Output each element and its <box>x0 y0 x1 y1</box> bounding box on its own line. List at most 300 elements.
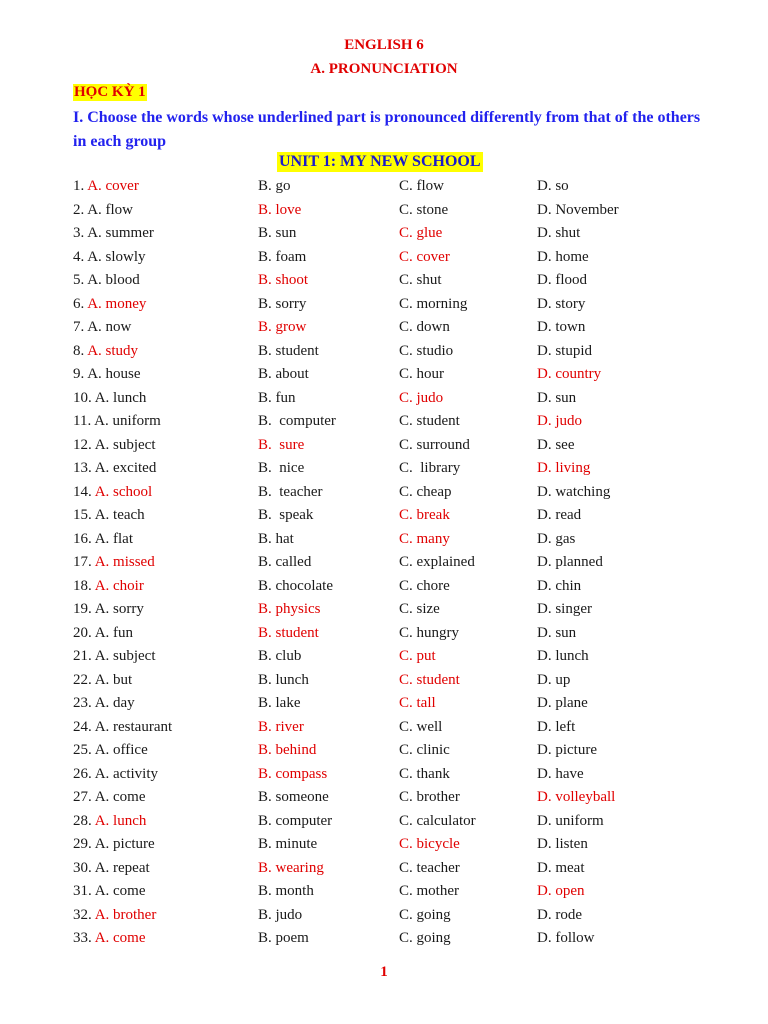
option-text: A. flow <box>87 201 134 218</box>
option-text: B. month <box>258 883 314 899</box>
option-b <box>258 434 304 456</box>
answer-option: A. school <box>94 483 153 500</box>
option-a <box>73 575 144 597</box>
answer-option: D. living <box>537 460 591 476</box>
question-number: 25. <box>73 742 92 758</box>
section-title: A. PRONUNCIATION <box>310 61 458 77</box>
option-b <box>258 786 329 808</box>
option-d <box>537 434 575 456</box>
option-a <box>73 763 158 785</box>
option-d <box>537 669 570 691</box>
option-a <box>73 645 156 667</box>
question-row <box>73 739 713 761</box>
question-row <box>73 622 713 644</box>
option-a <box>73 481 152 503</box>
answer-option: D. country <box>537 366 602 382</box>
option-a <box>73 246 146 268</box>
option-c <box>399 551 475 573</box>
question-number: 32. <box>73 906 92 923</box>
option-c <box>399 692 436 714</box>
answer-option: C. tall <box>399 695 436 711</box>
option-c <box>399 622 459 644</box>
option-c <box>399 880 459 902</box>
option-c <box>399 598 440 620</box>
question-row <box>73 293 713 315</box>
option-a <box>73 833 155 855</box>
option-c <box>399 575 450 597</box>
option-d <box>537 739 597 761</box>
question-number: 13. <box>73 460 92 476</box>
option-text: B. club <box>258 648 302 664</box>
question-row <box>73 716 713 738</box>
option-c <box>399 645 436 667</box>
question-number: 19. <box>73 601 92 617</box>
option-c <box>399 199 448 221</box>
question-number: 31. <box>73 883 92 899</box>
option-text: B. minute <box>258 836 318 852</box>
option-text: A. but <box>94 671 133 688</box>
option-text: B. sun <box>258 225 297 241</box>
option-c <box>399 434 470 456</box>
question-number: 28. <box>73 812 92 829</box>
question-row <box>73 222 713 244</box>
option-text: C. down <box>399 319 450 335</box>
option-text: A. picture <box>94 836 155 852</box>
option-d <box>537 575 581 597</box>
option-text: B. chocolate <box>258 577 333 594</box>
question-number: 22. <box>73 671 92 688</box>
option-text: A. come <box>94 789 146 805</box>
option-d <box>537 528 575 550</box>
option-c <box>399 316 450 338</box>
question-number: 15. <box>73 507 92 523</box>
answer-option: B. wearing <box>258 859 324 876</box>
option-b <box>258 293 306 315</box>
option-text: A. lunch <box>94 389 147 406</box>
option-text: B. sorry <box>258 295 307 312</box>
option-a <box>73 716 172 738</box>
option-text: D. plane <box>537 695 588 711</box>
question-row <box>73 504 713 526</box>
option-c <box>399 716 442 738</box>
option-text: B. nice <box>258 460 305 476</box>
option-d <box>537 504 581 526</box>
option-c <box>399 481 451 503</box>
question-number: 33. <box>73 930 92 946</box>
option-text: B. fun <box>258 389 296 406</box>
option-c <box>399 246 450 268</box>
answer-option: B. physics <box>258 601 321 617</box>
question-number: 5. <box>73 272 85 288</box>
option-text: C. cheap <box>399 483 452 500</box>
option-text: C. hungry <box>399 624 459 641</box>
question-number: 23. <box>73 695 92 711</box>
option-d <box>537 222 580 244</box>
option-text: C. clinic <box>399 742 450 758</box>
option-c <box>399 269 442 291</box>
answer-option: B. compass <box>258 765 328 782</box>
option-text: B. computer <box>258 812 333 829</box>
answer-option: A. study <box>87 342 139 359</box>
option-d <box>537 927 595 949</box>
answer-option: A. lunch <box>94 812 147 829</box>
option-text: B. go <box>258 178 291 194</box>
option-text: A. summer <box>87 225 154 241</box>
question-number: 1. <box>73 178 85 194</box>
option-a <box>73 528 133 550</box>
option-b <box>258 692 301 714</box>
option-d <box>537 316 585 338</box>
answer-option: C. put <box>399 648 436 664</box>
question-row <box>73 199 713 221</box>
answer-option: B. shoot <box>258 272 309 288</box>
option-text: D. gas <box>537 530 576 547</box>
question-number: 17. <box>73 554 92 570</box>
option-text: C. stone <box>399 201 449 218</box>
option-text: C. flow <box>399 178 444 194</box>
answer-option: D. judo <box>537 413 582 429</box>
option-text: C. shut <box>399 272 442 288</box>
question-number: 30. <box>73 859 92 876</box>
question-number: 6. <box>73 295 85 312</box>
question-number: 29. <box>73 836 92 852</box>
option-b <box>258 810 332 832</box>
option-b <box>258 645 301 667</box>
question-row <box>73 175 713 197</box>
option-b <box>258 246 306 268</box>
answer-option: C. student <box>399 671 460 688</box>
option-a <box>73 340 138 362</box>
answer-option: A. missed <box>94 554 155 570</box>
option-text: D. planned <box>537 554 603 570</box>
answer-option: B. love <box>258 201 302 218</box>
option-text: A. house <box>87 366 141 382</box>
question-number: 3. <box>73 225 85 241</box>
option-c <box>399 927 451 949</box>
option-a <box>73 904 156 926</box>
option-b <box>258 363 309 385</box>
option-text: C. teacher <box>399 859 460 876</box>
option-text: D. so <box>537 178 569 194</box>
option-a <box>73 810 146 832</box>
option-text: A. slowly <box>87 248 146 265</box>
option-text: D. have <box>537 765 584 782</box>
option-b <box>258 927 309 949</box>
option-text: C. surround <box>399 436 470 453</box>
option-text: D. sun <box>537 624 577 641</box>
option-b <box>258 551 311 573</box>
option-text: A. repeat <box>94 859 150 876</box>
option-b <box>258 175 291 197</box>
option-d <box>537 833 588 855</box>
option-text: A. subject <box>94 436 156 453</box>
page-number: 1 <box>380 964 388 980</box>
option-c <box>399 222 442 244</box>
option-text: A. activity <box>94 765 159 782</box>
option-c <box>399 739 450 761</box>
option-text: D. lunch <box>537 648 589 664</box>
option-text: B. teacher <box>258 483 323 500</box>
option-text: C. well <box>399 718 443 735</box>
option-a <box>73 269 140 291</box>
answer-option: D. open <box>537 883 585 899</box>
document-title: ENGLISH 6 <box>344 37 424 53</box>
answer-option: B. student <box>258 624 319 641</box>
question-row <box>73 316 713 338</box>
exercise-instruction: I. Choose the words whose underlined part is pronounced differently from that of the others in each group <box>73 109 701 150</box>
option-text: C. library <box>399 460 461 476</box>
option-d <box>537 340 592 362</box>
question-row <box>73 481 713 503</box>
question-row <box>73 833 713 855</box>
question-row <box>73 340 713 362</box>
option-text: A. teach <box>94 507 145 523</box>
option-a <box>73 857 150 879</box>
option-text: C. morning <box>399 295 468 312</box>
option-text: D. November <box>537 201 619 218</box>
option-b <box>258 669 309 691</box>
question-number: 18. <box>73 577 92 594</box>
option-text: C. chore <box>399 577 450 594</box>
option-a <box>73 504 145 526</box>
option-text: B. computer <box>258 413 336 429</box>
option-b <box>258 598 321 620</box>
option-b <box>258 622 319 644</box>
option-b <box>258 340 319 362</box>
option-d <box>537 904 582 926</box>
option-a <box>73 410 161 432</box>
option-b <box>258 739 316 761</box>
option-text: B. poem <box>258 930 309 946</box>
option-text: C. student <box>399 413 460 429</box>
option-a <box>73 387 146 409</box>
option-a <box>73 598 144 620</box>
answer-option: A. brother <box>94 906 157 923</box>
option-d <box>537 481 610 503</box>
semester-label: HỌC KỲ 1 <box>74 84 146 100</box>
option-d <box>537 622 576 644</box>
option-text: A. excited <box>94 460 157 476</box>
question-row <box>73 528 713 550</box>
question-row <box>73 551 713 573</box>
option-text: B. foam <box>258 248 307 265</box>
question-row <box>73 387 713 409</box>
option-d <box>537 716 575 738</box>
option-text: D. see <box>537 436 575 453</box>
option-c <box>399 387 443 409</box>
option-c <box>399 504 450 526</box>
option-b <box>258 410 336 432</box>
answer-option: C. bicycle <box>399 836 460 852</box>
option-text: D. meat <box>537 859 585 876</box>
question-row <box>73 575 713 597</box>
option-text: D. home <box>537 248 589 265</box>
option-text: C. brother <box>399 789 460 805</box>
option-text: D. up <box>537 671 571 688</box>
option-d <box>537 786 615 808</box>
question-number: 7. <box>73 319 85 335</box>
option-b <box>258 716 304 738</box>
option-text: B. hat <box>258 530 294 547</box>
question-row <box>73 927 713 949</box>
option-text: D. stupid <box>537 342 593 359</box>
option-text: A. fun <box>94 624 134 641</box>
question-number: 20. <box>73 624 92 641</box>
option-a <box>73 222 154 244</box>
option-d <box>537 645 589 667</box>
option-c <box>399 363 444 385</box>
option-c <box>399 810 476 832</box>
option-text: B. called <box>258 554 312 570</box>
answer-option: A. come <box>94 930 146 946</box>
question-row <box>73 692 713 714</box>
option-c <box>399 786 460 808</box>
answer-option: A. cover <box>87 178 139 194</box>
option-d <box>537 457 590 479</box>
option-b <box>258 199 301 221</box>
option-text: C. size <box>399 601 440 617</box>
question-row <box>73 763 713 785</box>
option-text: D. picture <box>537 742 597 758</box>
question-number: 4. <box>73 248 85 265</box>
option-text: A. flat <box>94 530 134 547</box>
option-a <box>73 434 156 456</box>
option-text: C. going <box>399 906 451 923</box>
option-a <box>73 199 133 221</box>
option-a <box>73 316 131 338</box>
question-number: 8. <box>73 342 85 359</box>
option-a <box>73 739 148 761</box>
answer-option: C. glue <box>399 225 443 241</box>
option-b <box>258 504 313 526</box>
option-b <box>258 575 333 597</box>
answer-option: A. money <box>87 295 147 312</box>
question-number: 10. <box>73 389 92 406</box>
option-text: A. office <box>94 742 148 758</box>
option-c <box>399 904 451 926</box>
option-text: B. lunch <box>258 671 309 688</box>
option-a <box>73 457 156 479</box>
question-row <box>73 669 713 691</box>
option-text: B. someone <box>258 789 329 805</box>
option-c <box>399 528 450 550</box>
option-a <box>73 880 146 902</box>
option-c <box>399 175 444 197</box>
option-text: D. flood <box>537 272 587 288</box>
question-number: 21. <box>73 648 92 664</box>
option-d <box>537 763 584 785</box>
question-number: 11. <box>73 413 92 429</box>
question-number: 24. <box>73 718 92 735</box>
option-d <box>537 269 587 291</box>
option-text: D. rode <box>537 906 582 923</box>
option-b <box>258 763 327 785</box>
option-text: A. day <box>94 695 135 711</box>
option-a <box>73 363 141 385</box>
option-text: D. singer <box>537 601 592 617</box>
option-a <box>73 551 155 573</box>
option-a <box>73 927 146 949</box>
option-b <box>258 316 306 338</box>
unit-heading: UNIT 1: MY NEW SCHOOL <box>279 153 481 170</box>
option-text: D. listen <box>537 836 588 852</box>
question-row <box>73 434 713 456</box>
option-d <box>537 598 592 620</box>
question-number: 12. <box>73 436 92 453</box>
option-text: A. now <box>87 319 132 335</box>
question-number: 26. <box>73 765 92 782</box>
question-number: 9. <box>73 366 85 382</box>
option-b <box>258 833 317 855</box>
option-text: D. read <box>537 507 582 523</box>
option-d <box>537 692 588 714</box>
option-text: D. watching <box>537 483 611 500</box>
option-text: A. uniform <box>94 413 161 429</box>
question-row <box>73 645 713 667</box>
question-row <box>73 786 713 808</box>
option-text: C. thank <box>399 765 450 782</box>
option-text: B. about <box>258 366 309 382</box>
option-text: D. uniform <box>537 812 604 829</box>
option-b <box>258 880 314 902</box>
option-text: A. subject <box>94 648 156 664</box>
option-text: A. come <box>94 883 146 899</box>
question-row <box>73 598 713 620</box>
option-a <box>73 293 146 315</box>
question-row <box>73 246 713 268</box>
option-text: C. going <box>399 930 451 946</box>
question-row <box>73 880 713 902</box>
option-d <box>537 199 619 221</box>
option-b <box>258 222 296 244</box>
option-text: C. calculator <box>399 812 476 829</box>
question-row <box>73 904 713 926</box>
option-a <box>73 692 135 714</box>
option-c <box>399 410 460 432</box>
question-number: 2. <box>73 201 85 218</box>
option-a <box>73 622 133 644</box>
question-number: 16. <box>73 530 92 547</box>
option-text: C. studio <box>399 342 454 359</box>
option-b <box>258 457 304 479</box>
answer-option: B. sure <box>258 436 305 453</box>
option-text: A. sorry <box>94 601 144 617</box>
option-d <box>537 387 576 409</box>
option-text: A. blood <box>87 272 140 288</box>
option-text: C. mother <box>399 883 459 899</box>
question-row <box>73 363 713 385</box>
option-text: B. student <box>258 342 319 359</box>
option-c <box>399 669 460 691</box>
option-text: B. judo <box>258 906 303 923</box>
question-number: 27. <box>73 789 92 805</box>
option-d <box>537 246 589 268</box>
option-c <box>399 833 460 855</box>
option-c <box>399 457 460 479</box>
answer-option: A. choir <box>94 577 144 594</box>
option-text: B. speak <box>258 507 314 523</box>
option-d <box>537 857 584 879</box>
option-text: D. story <box>537 295 586 312</box>
option-b <box>258 857 324 879</box>
option-text: D. chin <box>537 577 582 594</box>
question-row <box>73 810 713 832</box>
option-b <box>258 387 296 409</box>
option-d <box>537 363 601 385</box>
option-text: C. explained <box>399 554 475 570</box>
option-a <box>73 175 139 197</box>
option-a <box>73 786 146 808</box>
